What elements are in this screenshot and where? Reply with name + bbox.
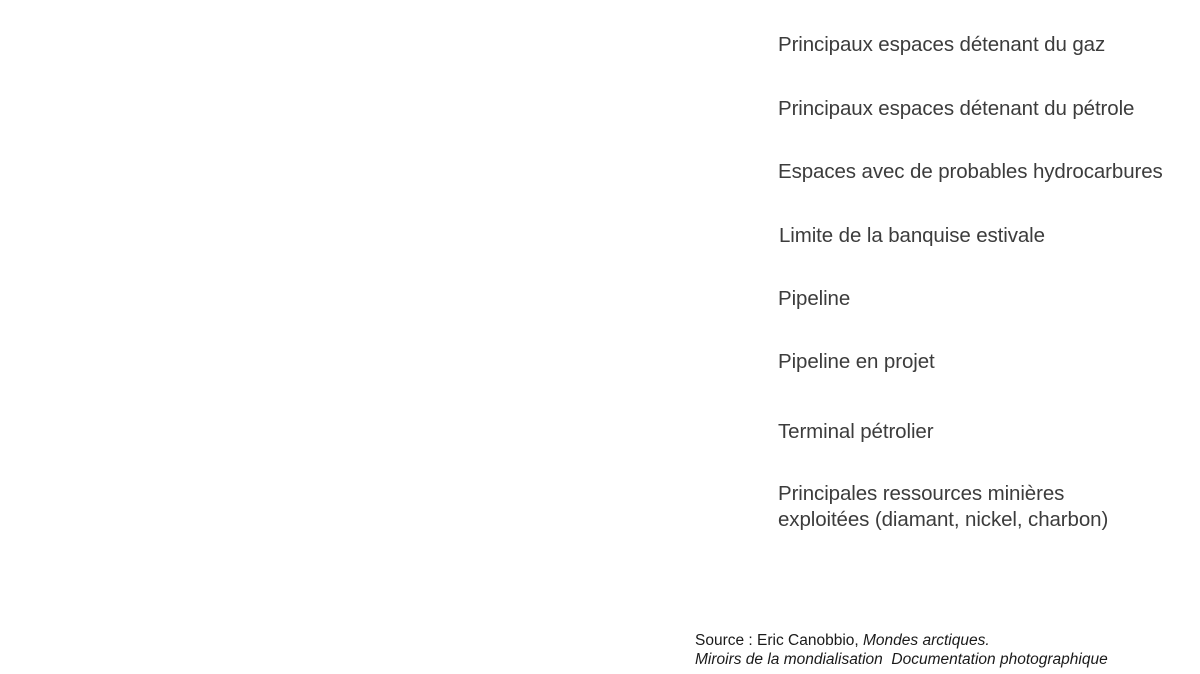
legend-item-mining-resources: [778, 481, 1158, 533]
source-line-2: Miroirs de la mondialisation Documentation photographique: [695, 651, 1108, 668]
legend-item-probable-hydrocarbons: Espaces avec de probables hydrocarbures: [778, 160, 1163, 183]
source-line-1: [695, 631, 1108, 650]
legend-item-oil: Principaux espaces détenant du pétrole: [778, 97, 1135, 120]
legend-item-gas: Principaux espaces détenant du gaz: [778, 33, 1106, 56]
source-title: Mondes arctiques.: [863, 632, 990, 649]
source-credit: [695, 631, 1108, 669]
legend-item-planned-pipeline: Pipeline en projet: [778, 350, 935, 373]
source-prefix: Source : Eric Canobbio,: [695, 632, 864, 649]
legend-item-oil-terminal: Terminal pétrolier: [778, 420, 934, 443]
legend-item-summer-ice-limit: Limite de la banquise estivale: [779, 224, 1045, 247]
legend-item-mining-line1: Principales ressources minières: [778, 482, 1065, 505]
legend-item-mining-line2: exploitées (diamant, nickel, charbon): [778, 508, 1109, 531]
legend-item-pipeline: Pipeline: [778, 287, 851, 310]
